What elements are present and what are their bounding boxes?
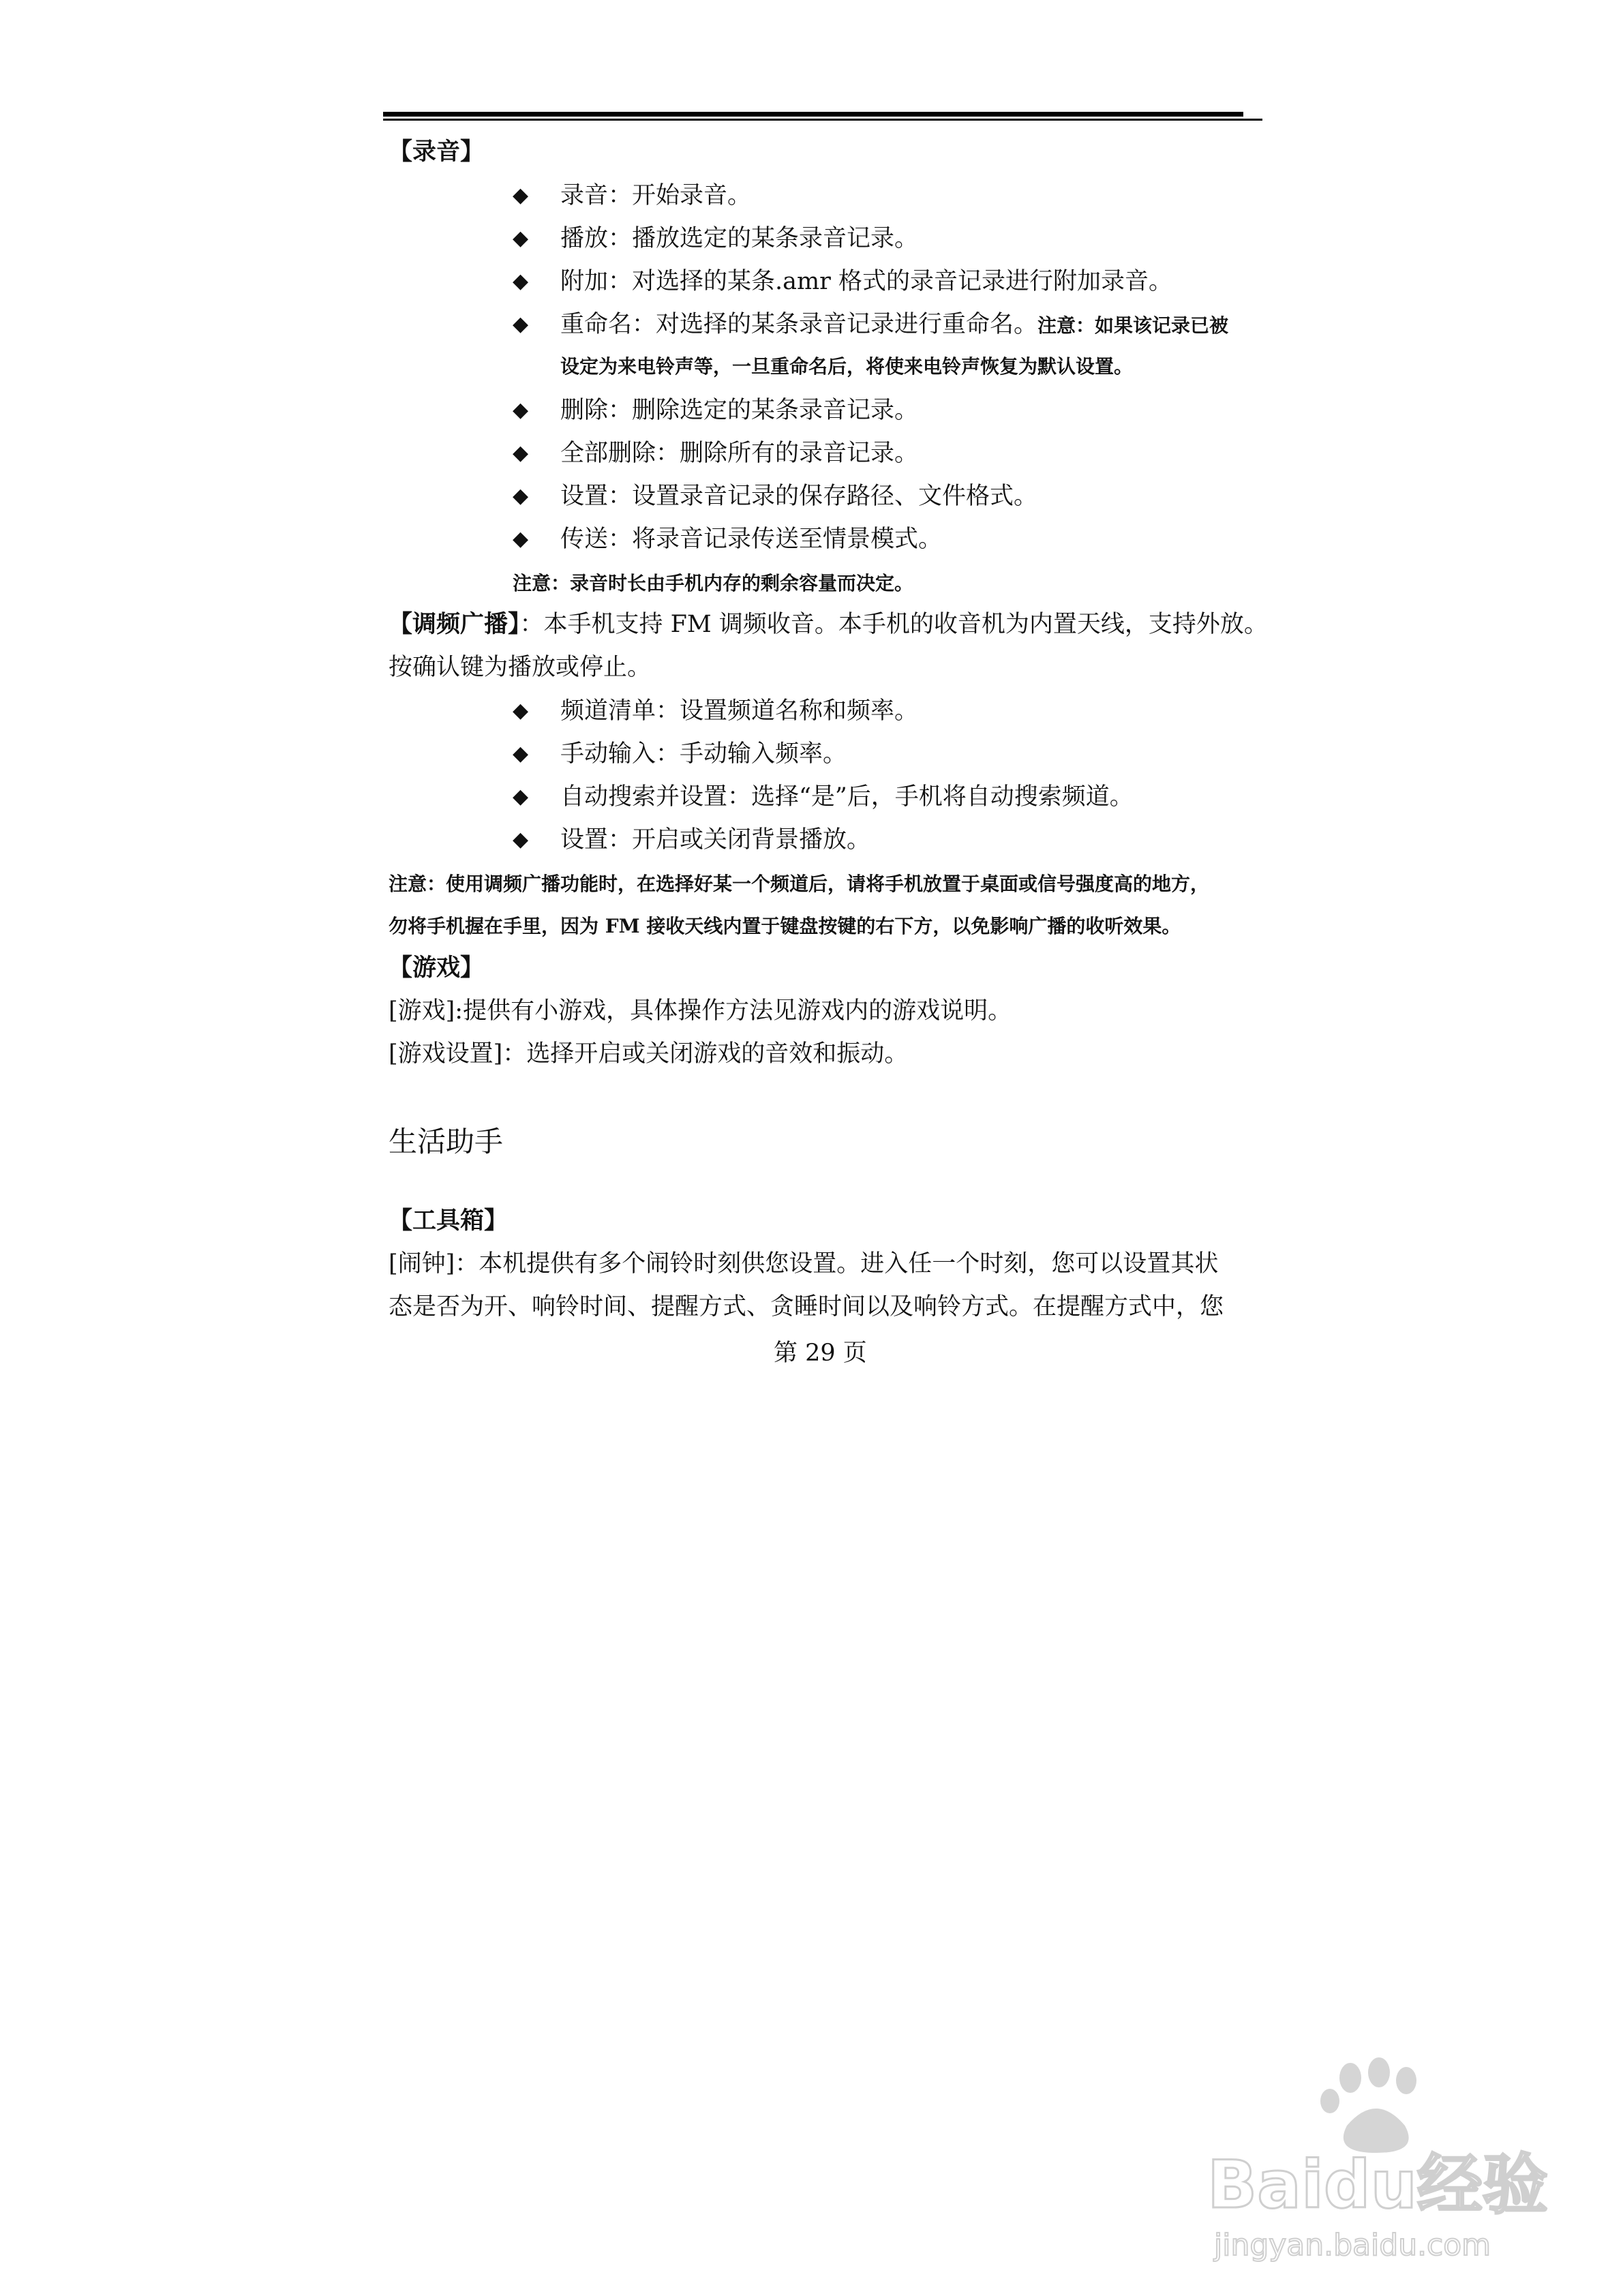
watermark-url: jingyan.baidu.com: [1214, 2228, 1491, 2263]
section-title-games: 【游戏】: [389, 954, 485, 982]
fm-note-continued: 勿将手机握在手里，因为 FM 接收天线内置于键盘按键的右下方，以免影响广播的收听效果。: [389, 915, 1181, 937]
list-item: 频道清单：设置频道名称和频率。: [560, 697, 919, 725]
section-title-fm: 【调频广播】: [389, 610, 520, 638]
bullet-icon: ◆: [513, 312, 529, 336]
paw-icon: [1320, 2057, 1416, 2153]
games-settings-line: [游戏设置]：选择开启或关闭游戏的音效和振动。: [389, 1040, 909, 1068]
list-item: 设置：设置录音记录的保存路径、文件格式。: [560, 483, 1038, 510]
bullet-icon: ◆: [513, 183, 529, 207]
bullet-icon: ◆: [513, 226, 529, 250]
list-item: 附加：对选择的某条.amr 格式的录音记录进行附加录音。: [560, 268, 1173, 295]
toolbox-line: 态是否为开、响铃时间、提醒方式、贪睡时间以及响铃方式。在提醒方式中，您: [389, 1293, 1224, 1320]
list-item: 手动输入：手动输入频率。: [560, 740, 847, 768]
list-item: [560, 311, 1228, 339]
list-item-text: 重命名：对选择的某条录音记录进行重命名。: [560, 311, 1038, 338]
bullet-icon: ◆: [513, 398, 529, 422]
section-title-toolbox: 【工具箱】: [389, 1207, 509, 1235]
fm-intro-continued: 按确认键为播放或停止。: [389, 654, 652, 681]
header-rule-thin: [383, 119, 1262, 121]
header-rule-thick: [383, 112, 1243, 117]
bullet-icon: ◆: [513, 785, 529, 809]
bullet-icon: ◆: [513, 699, 529, 723]
bullet-icon: ◆: [513, 441, 529, 465]
list-item: 全部删除：删除所有的录音记录。: [560, 440, 919, 467]
rename-note-continued: 设定为来电铃声等，一旦重命名后，将使来电铃声恢复为默认设置。: [560, 355, 1134, 378]
fm-intro-text: ：本手机支持 FM 调频收音。本手机的收音机为内置天线，支持外放。: [519, 611, 1268, 638]
list-item: 自动搜索并设置：选择“是”后，手机将自动搜索频道。: [560, 783, 1134, 811]
games-line: [游戏]:提供有小游戏，具体操作方法见游戏内的游戏说明。: [389, 997, 1012, 1025]
fm-intro: [389, 611, 1268, 638]
list-item: 传送：将录音记录传送至情景模式。: [560, 526, 943, 553]
bullet-icon: ◆: [513, 828, 529, 851]
recording-note: 注意：录音时长由手机内存的剩余容量而决定。: [513, 572, 914, 594]
watermark-brand: Baidu经验: [1207, 2147, 1548, 2223]
list-item: 设置：开启或关闭背景播放。: [560, 826, 871, 854]
bullet-icon: ◆: [513, 527, 529, 551]
bullet-icon: ◆: [513, 742, 529, 766]
toolbox-line: [闹钟]：本机提供有多个闹铃时刻供您设置。进入任一个时刻，您可以设置其状: [389, 1250, 1219, 1278]
list-item: 删除：删除选定的某条录音记录。: [560, 397, 919, 424]
bullet-icon: ◆: [513, 269, 529, 293]
heading-life-assistant: 生活助手: [389, 1125, 504, 1158]
section-title-recording: 【录音】: [389, 138, 485, 166]
page-number: 第 29 页: [774, 1340, 867, 1367]
baidu-watermark: [1200, 2051, 1582, 2269]
fm-note: 注意：使用调频广播功能时，在选择好某一个频道后，请将手机放置于桌面或信号强度高的地方，: [389, 873, 1210, 895]
rename-note: 注意：如果该记录已被: [1037, 314, 1229, 337]
list-item: 录音：开始录音。: [560, 182, 752, 209]
bullet-icon: ◆: [513, 484, 529, 508]
list-item: 播放：播放选定的某条录音记录。: [560, 225, 919, 252]
